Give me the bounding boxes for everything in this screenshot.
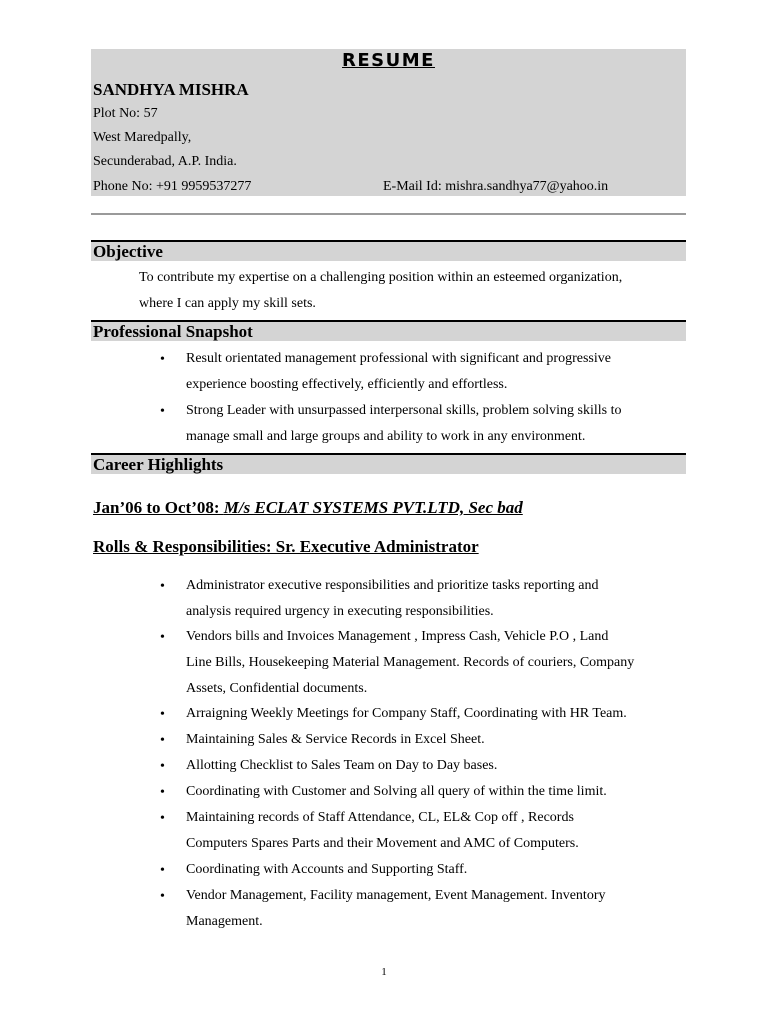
bullet-icon: •	[160, 759, 165, 774]
career-bullet-2	[186, 624, 686, 702]
page-number: 1	[381, 966, 387, 978]
bullet-line: Coordinating with Customer and Solving all query of within the time limit.	[186, 784, 607, 799]
bullet-line: Coordinating with Accounts and Supporting Staff.	[186, 862, 468, 877]
snapshot-bullet-2	[186, 398, 686, 450]
career-bullet-8	[186, 857, 686, 883]
email-address: E-Mail Id: mishra.sandhya77@yahoo.in	[383, 179, 609, 194]
bullet-line: Administrator executive responsibilities and prioritize tasks reporting and	[186, 578, 599, 593]
bullet-icon: •	[160, 579, 165, 594]
bullet-line: Computers Spares Parts and their Movement and AMC of Computers.	[186, 836, 579, 851]
bullet-line: Result orientated management professional with significant and progressive	[186, 351, 611, 366]
career-bullet-9	[186, 883, 686, 935]
address-line-2: West Maredpally,	[93, 130, 192, 145]
bullet-icon: •	[160, 811, 165, 826]
address-line-1: Plot No: 57	[93, 106, 158, 121]
address-line-3: Secunderabad, A.P. India.	[93, 154, 237, 169]
divider	[91, 213, 686, 215]
section-heading-career	[91, 453, 686, 474]
career-bullet-3	[186, 701, 686, 727]
company-name: M/s ECLAT SYSTEMS PVT.LTD, Sec bad	[223, 498, 523, 517]
career-bullet-7	[186, 805, 686, 857]
section-heading-label: Career Highlights	[93, 455, 224, 474]
bullet-line: Vendor Management, Facility management, Event Management. Inventory	[186, 888, 606, 903]
bullet-icon: •	[160, 630, 165, 645]
career-bullet-6	[186, 779, 686, 805]
bullet-line: analysis required urgency in executing responsibilities.	[186, 604, 494, 619]
snapshot-bullet-1	[186, 346, 686, 398]
bullet-icon: •	[160, 863, 165, 878]
candidate-name: SANDHYA MISHRA	[93, 80, 249, 99]
bullet-line: manage small and large groups and ability to work in any environment.	[186, 429, 586, 444]
bullet-line: Maintaining records of Staff Attendance, CL, EL& Cop off , Records	[186, 810, 574, 825]
section-heading-label: Professional Snapshot	[93, 322, 253, 341]
bullet-line: Vendors bills and Invoices Management , Impress Cash, Vehicle P.O , Land	[186, 629, 609, 644]
bullet-line: Maintaining Sales & Service Records in Excel Sheet.	[186, 732, 485, 747]
bullet-line: Allotting Checklist to Sales Team on Day to Day bases.	[186, 758, 498, 773]
role-title: Rolls & Responsibilities: Sr. Executive Administrator	[93, 537, 479, 556]
bullet-line: Arraigning Weekly Meetings for Company Staff, Coordinating with HR Team.	[186, 706, 627, 721]
job-period: Jan’06 to Oct’08:	[93, 498, 224, 517]
section-heading-objective	[91, 240, 686, 261]
header-block	[91, 49, 686, 196]
career-bullet-4	[186, 727, 686, 753]
resume-title: RESUME	[342, 50, 435, 71]
career-bullet-1	[186, 573, 686, 625]
objective-line-1: To contribute my expertise on a challenging position within an esteemed organization,	[139, 270, 623, 285]
bullet-icon: •	[160, 733, 165, 748]
bullet-line: Strong Leader with unsurpassed interpersonal skills, problem solving skills to	[186, 403, 622, 418]
bullet-icon: •	[160, 404, 165, 419]
bullet-icon: •	[160, 707, 165, 722]
bullet-line: Assets, Confidential documents.	[186, 681, 368, 696]
bullet-line: experience boosting effectively, efficiently and effortless.	[186, 377, 508, 392]
career-bullet-5	[186, 753, 686, 779]
bullet-line: Line Bills, Housekeeping Material Management. Records of couriers, Company	[186, 655, 635, 670]
phone-number: Phone No: +91 9959537277	[93, 179, 252, 194]
bullet-icon: •	[160, 889, 165, 904]
section-heading-label: Objective	[93, 242, 163, 261]
bullet-icon: •	[160, 785, 165, 800]
bullet-icon: •	[160, 352, 165, 367]
job-period-line	[93, 498, 523, 518]
section-heading-snapshot	[91, 320, 686, 341]
objective-line-2: where I can apply my skill sets.	[139, 296, 316, 311]
bullet-line: Management.	[186, 914, 263, 929]
